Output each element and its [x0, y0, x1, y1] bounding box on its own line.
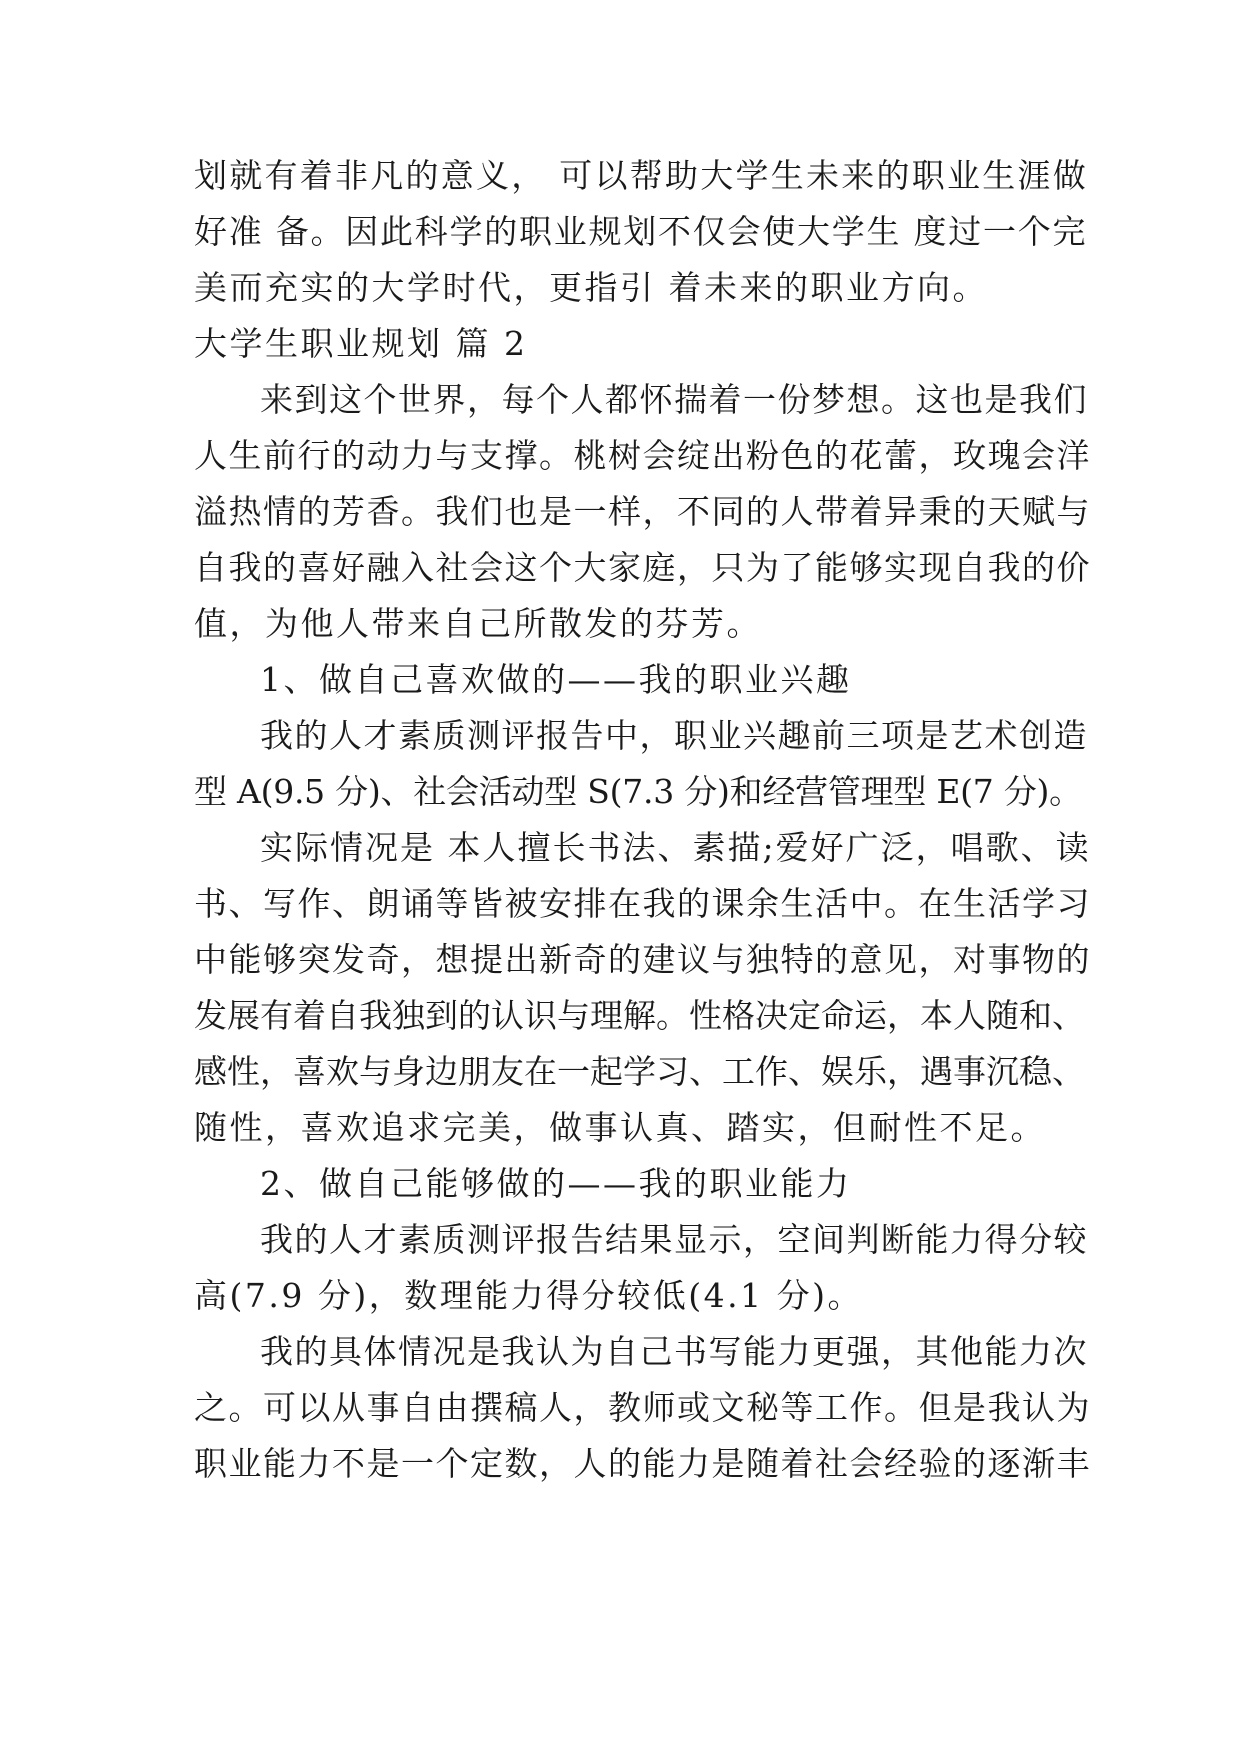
paragraph-line: 我的人才素质测评报告结果显示，空间判断能力得分较: [260, 1220, 1088, 1259]
paragraph-line: 之。可以从事自由撰稿人，教师或文秘等工作。但是我认为: [194, 1388, 1091, 1427]
paragraph-line: 型 A(9.5 分)、社会活动型 S(7.3 分)和经营管理型 E(7 分)。: [194, 772, 1082, 811]
paragraph-line: 随性，喜欢追求完美，做事认真、踏实，但耐性不足。: [194, 1108, 1046, 1147]
paragraph-line: 发展有着自我独到的认识与理解。性格决定命运，本人随和、: [194, 996, 1085, 1035]
section-heading: 大学生职业规划 篇 2: [194, 324, 528, 363]
paragraph-line: 中能够突发奇，想提出新奇的建议与独特的意见，对事物的: [194, 940, 1091, 979]
paragraph-line: 实际情况是 本人擅长书法、素描;爱好广泛，唱歌、读: [260, 828, 1091, 867]
paragraph-line: 溢热情的芳香。我们也是一样，不同的人带着异秉的天赋与: [194, 492, 1091, 531]
paragraph-line: 好准 备。因此科学的职业规划不仅会使大学生 度过一个完: [194, 212, 1088, 251]
paragraph-line: 高(7.9 分)，数理能力得分较低(4.1 分)。: [194, 1276, 863, 1315]
paragraph-line: 感性，喜欢与身边朋友在一起学习、工作、娱乐，遇事沉稳、: [194, 1052, 1085, 1091]
paragraph-line: 人生前行的动力与支撑。桃树会绽出粉色的花蕾，玫瑰会洋: [194, 436, 1091, 475]
paragraph-line: 划就有着非凡的意义， 可以帮助大学生未来的职业生涯做: [194, 156, 1088, 195]
paragraph-line: 来到这个世界，每个人都怀揣着一份梦想。这也是我们: [260, 380, 1088, 419]
paragraph-line: 我的人才素质测评报告中，职业兴趣前三项是艺术创造: [260, 716, 1088, 755]
paragraph-line: 书、写作、朗诵等皆被安排在我的课余生活中。在生活学习: [194, 884, 1091, 923]
paragraph-line: 职业能力不是一个定数，人的能力是随着社会经验的逐渐丰: [194, 1444, 1091, 1483]
paragraph-line: 自我的喜好融入社会这个大家庭，只为了能够实现自我的价: [194, 548, 1091, 587]
paragraph-line: 美而充实的大学时代，更指引 着未来的职业方向。: [194, 268, 988, 307]
paragraph-line: 值，为他人带来自己所散发的芬芳。: [194, 604, 762, 643]
paragraph-line: 我的具体情况是我认为自己书写能力更强，其他能力次: [260, 1332, 1088, 1371]
subsection-heading: 2、做自己能够做的——我的职业能力: [260, 1164, 852, 1203]
subsection-heading: 1、做自己喜欢做的——我的职业兴趣: [260, 660, 852, 699]
